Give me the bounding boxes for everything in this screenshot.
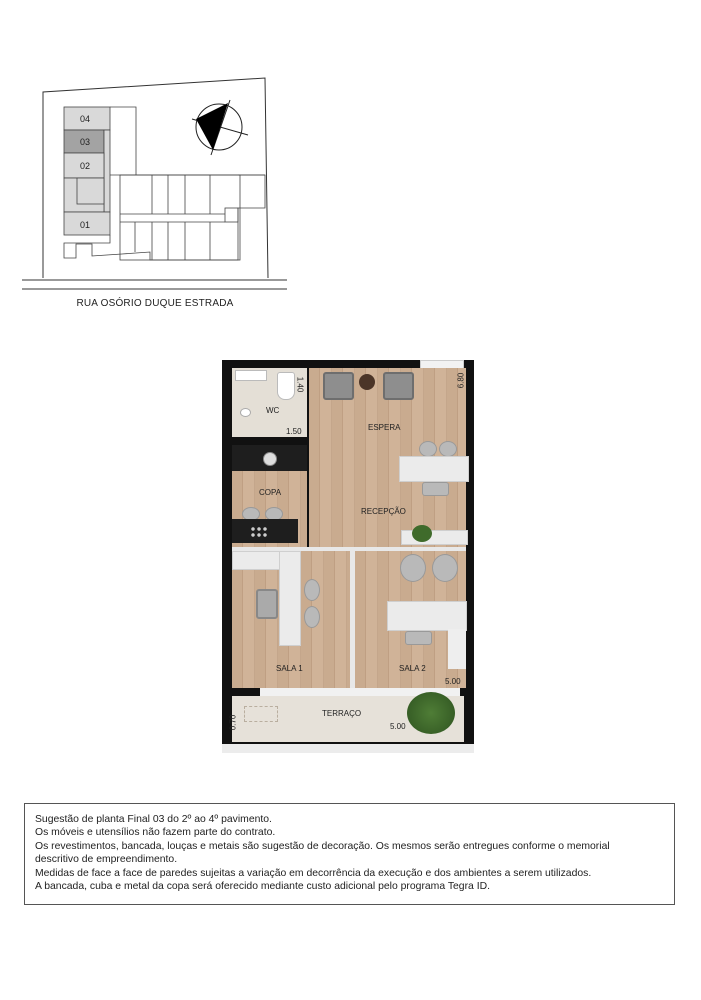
note-line: Sugestão de planta Final 03 do 2º ao 4º pavimento.	[35, 814, 272, 825]
terraco-room	[228, 696, 464, 742]
dim-wc-width: 1.50	[286, 427, 302, 436]
wc-room	[232, 368, 307, 437]
compass-icon	[192, 100, 248, 155]
sala1-room	[232, 551, 350, 688]
plant-icon	[412, 525, 432, 542]
note-line: descritivo de empreendimento.	[35, 854, 178, 866]
sala2-room	[355, 551, 466, 688]
floor-plan	[222, 360, 474, 753]
dim-terraco-depth: 0.70	[228, 714, 238, 731]
copa-room	[232, 445, 307, 547]
cooktop-icon	[250, 526, 267, 538]
note-line: Os revestimentos, bancada, louças e metais são sugestão de decoração. Os mesmos serão entregues conforme o memorial	[35, 840, 610, 852]
sink-icon	[263, 452, 277, 466]
sala2-desk	[387, 601, 467, 631]
reception-desk	[399, 456, 469, 482]
room-label-terraco: TERRAÇO	[322, 709, 362, 718]
dim-sala2-width: 5.00	[445, 677, 461, 686]
unit-label: 02	[80, 161, 91, 171]
copa-counter	[232, 445, 307, 471]
dim-wc-height: 1.40	[295, 376, 305, 393]
note-line: Os móveis e utensílios não fazem parte do contrato.	[35, 827, 276, 839]
sink-icon	[240, 408, 251, 417]
street-name: RUA OSÓRIO DUQUE ESTRADA	[76, 298, 234, 309]
sala1-desk	[279, 551, 301, 646]
notes-box	[24, 803, 675, 905]
note-line: A bancada, cuba e metal da copa será oferecido mediante custo adicional pelo programa Tegra ID.	[35, 881, 490, 893]
toilet-icon	[277, 372, 295, 400]
recepcao-room	[309, 368, 466, 547]
room-label-copa: COPA	[259, 488, 282, 497]
side-table	[359, 374, 375, 390]
note-line: Medidas de face a face de paredes sujeitas a variação em decorrência da execução e dos ambientes a serem utilizados.	[35, 867, 592, 879]
room-label-sala2: SALA 2	[399, 664, 426, 673]
dim-total-depth: 6.80	[456, 372, 466, 389]
room-label-recepcao: RECEPÇÃO	[361, 507, 406, 516]
unit-label: 01	[80, 220, 91, 230]
cooktop-counter	[232, 519, 298, 543]
unit-label: 04	[80, 114, 91, 124]
room-label-espera: ESPERA	[368, 423, 401, 432]
unit-label: 03	[80, 137, 91, 147]
dim-terraco-width: 5.00	[390, 722, 406, 731]
plant-icon	[407, 692, 455, 734]
site-plan	[0, 0, 310, 300]
room-label-sala1: SALA 1	[276, 664, 303, 673]
room-label-wc: WC	[266, 406, 280, 415]
